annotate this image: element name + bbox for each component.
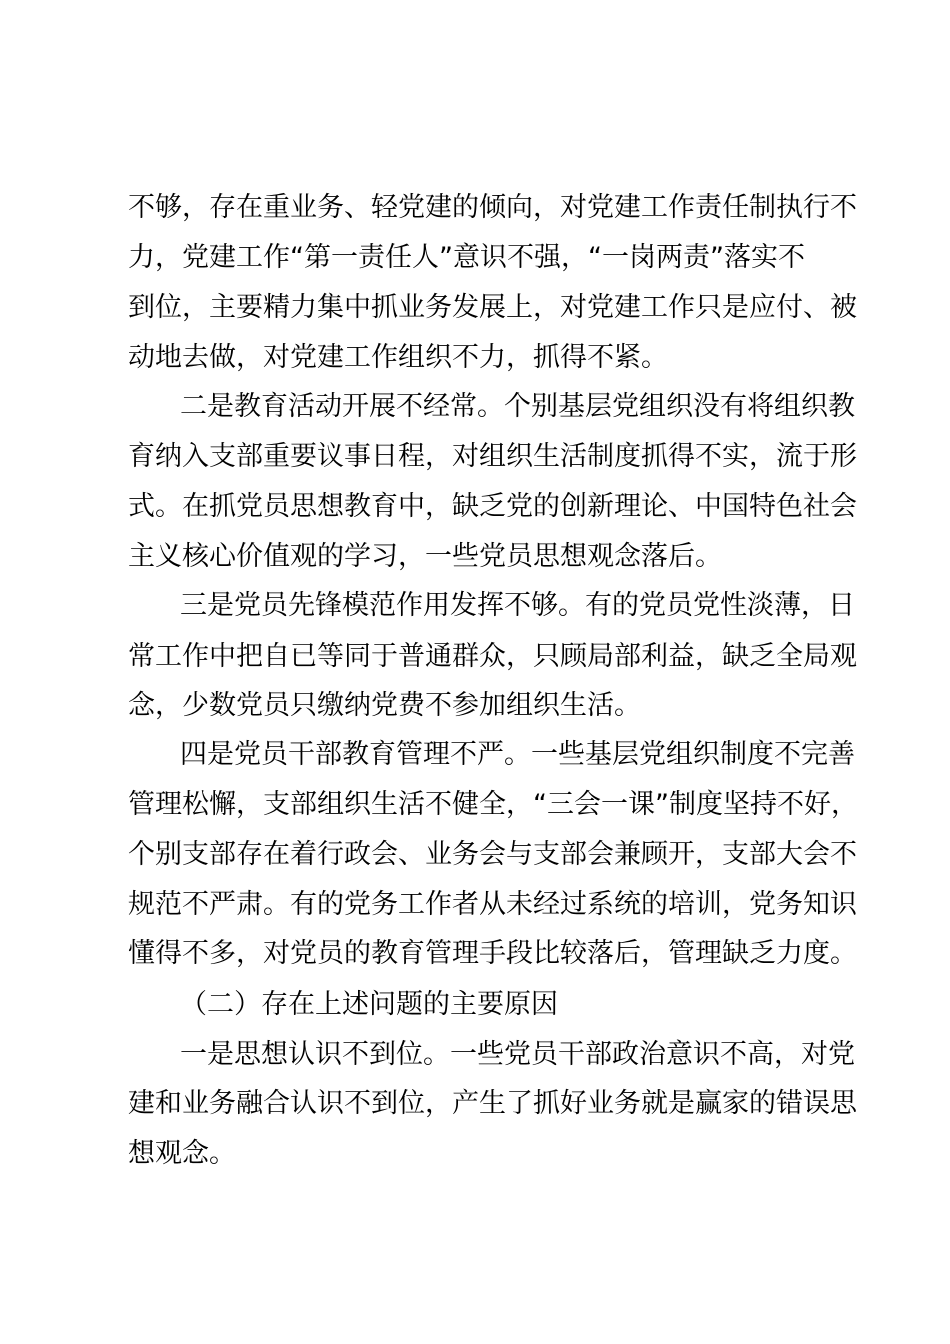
- body-text-line: 懂得不多，对党员的教育管理手段比较落后，管理缺乏力度。: [128, 938, 857, 969]
- body-text-line: 想观念。: [128, 1138, 236, 1169]
- body-text-line: 建和业务融合认识不到位，产生了抓好业务就是赢家的错误思: [128, 1088, 857, 1119]
- paragraph-first-line: 一是思想认识不到位。一些党员干部政治意识不高，对党: [180, 1039, 855, 1070]
- section-heading: （二）存在上述问题的主要原因: [180, 989, 558, 1020]
- body-text-line: 式。在抓党员思想教育中，缺乏党的创新理论、中国特色社会: [128, 491, 857, 522]
- body-text-line: 动地去做，对党建工作组织不力，抓得不紧。: [128, 342, 668, 373]
- body-text-line: 到位，主要精力集中抓业务发展上，对党建工作只是应付、被: [128, 292, 857, 323]
- body-text-line: 个别支部存在着行政会、业务会与支部会兼顾开，支部大会不: [128, 839, 857, 870]
- paragraph-first-line: 二是教育活动开展不经常。个别基层党组织没有将组织教: [180, 391, 855, 422]
- body-text-line: 力，党建工作“第一责任人”意识不强，“一岗两责”落实不: [128, 242, 805, 273]
- paragraph-first-line: 四是党员干部教育管理不严。一些基层党组织制度不完善: [180, 739, 855, 770]
- body-text-line: 主义核心价值观的学习，一些党员思想观念落后。: [128, 541, 722, 572]
- paragraph-first-line: 三是党员先锋模范作用发挥不够。有的党员党性淡薄，日: [180, 590, 855, 621]
- body-text-line: 不够，存在重业务、轻党建的倾向，对党建工作责任制执行不: [128, 192, 857, 223]
- body-text-line: 管理松懈，支部组织生活不健全，“三会一课”制度坚持不好，: [128, 789, 858, 820]
- body-text-line: 常工作中把自已等同于普通群众，只顾局部利益，缺乏全局观: [128, 641, 857, 672]
- body-text-line: 育纳入支部重要议事日程，对组织生活制度抓得不实，流于形: [128, 441, 857, 472]
- body-text-line: 规范不严肃。有的党务工作者从未经过系统的培训，党务知识: [128, 889, 857, 920]
- body-text-line: 念，少数党员只缴纳党费不参加组织生活。: [128, 690, 641, 721]
